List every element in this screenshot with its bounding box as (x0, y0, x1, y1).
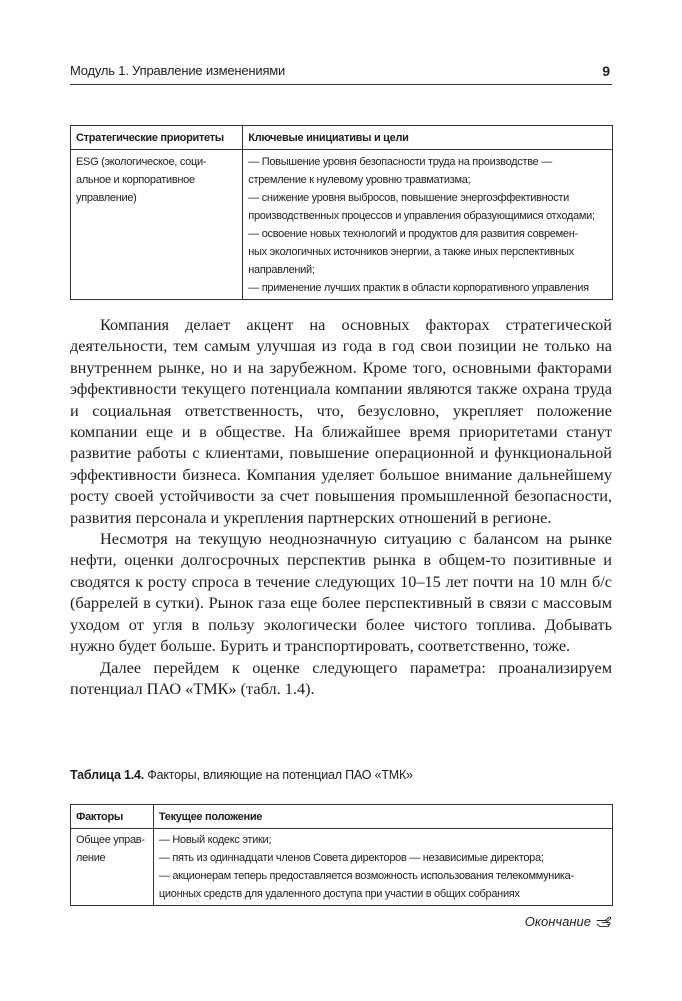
table-row (71, 150, 613, 300)
continuation-label: Окончание (524, 914, 591, 929)
cell-line: ESG (экологическое, соци- (76, 156, 207, 168)
body-text (70, 314, 612, 699)
cell-line: — снижение уровня выбросов, повышение энергоэффективности (248, 192, 569, 204)
column-header: Факторы (71, 805, 154, 829)
page-number: 9 (602, 63, 610, 79)
cell-line: альное и корпоративное (76, 174, 195, 186)
continuation-note (525, 914, 612, 929)
paragraph: Несмотря на текущую неоднозначную ситуацию с балансом на рынке нефти, оценки долгосрочных перспектив рынка в общем-то позитивные и сводятся к росту спроса в течение следующих 10–15 лет почти на 10 млн б/с (баррелей в сутки). Рынок газа еще более перспективный в связи с массовым уходом от угля в пользу экологически более чистого топлива. Добывать нужно будет больше. Бурить и транспортировать, соответственно, тоже. (70, 529, 612, 656)
paragraph: Далее перейдем к оценке следующего параметра: проанализируем потенциал ПАО «ТМК» (табл. 1.4). (70, 657, 612, 698)
cell-line: Общее управ- (76, 834, 145, 846)
pointing-hand-icon (596, 916, 612, 928)
cell-line: — Новый кодекс этики; (158, 834, 272, 846)
cell-line: ционных средств для удаленного доступа при участии в общих собраниях (158, 888, 520, 900)
column-header: Ключевые инициативы и цели (243, 126, 613, 150)
initiatives-cell (243, 150, 613, 300)
cell-line: направлений; (248, 264, 315, 276)
cell-line: ление (76, 852, 106, 864)
cell-line: управление) (76, 192, 137, 204)
table-caption (70, 768, 413, 782)
cell-line: — акционерам теперь предоставляется возможность использования телекоммуника- (158, 870, 574, 882)
paragraph: Компания делает акцент на основных факторах стратегической деятельности, тем самым улучшая из года в год свои позиции не только на внутреннем рынке, но и на зарубежном. Кроме того, основными факторами эффективности текущего потенциала компании являются также охрана труда и социальная ответственность, что, безусловно, укрепляет положение компании еще и в обществе. На ближайшее время приоритетами станут развитие работы с клиентами, повышение операционной и функциональной эффективности бизнеса. Компания уделяет большое внимание дальнейшему росту своей устойчивости за счет повышения промышленной безопасности, развития персонала и укрепления партнерских отношений в регионе. (70, 315, 612, 527)
running-title: Модуль 1. Управление изменениями (70, 63, 286, 78)
priority-cell (71, 150, 243, 300)
table-row (71, 829, 613, 906)
tmk-factors-table (70, 804, 613, 906)
table-header-row (71, 805, 613, 829)
cell-line: производственных процессов и управления образующимися отходами; (248, 210, 595, 222)
cell-line: — применение лучших практик в области корпоративного управления (248, 282, 589, 294)
state-cell (153, 829, 612, 906)
cell-line: — освоение новых технологий и продуктов для развития современ- (248, 228, 578, 240)
running-header (70, 63, 612, 85)
strategic-priorities-table (70, 125, 613, 300)
cell-line: — пять из одиннадцати членов Совета директоров — независимые директора; (158, 852, 544, 864)
cell-line: стремление к нулевому уровню травматизма; (248, 174, 471, 186)
column-header: Стратегические приоритеты (71, 126, 243, 150)
table-header-row (71, 126, 613, 150)
cell-line: — Повышение уровня безопасности труда на производстве — (248, 156, 552, 168)
table-caption-label: Таблица 1.4. (70, 768, 145, 782)
factor-cell (71, 829, 154, 906)
cell-line: ных экологичных источников энергии, а также иных перспективных (248, 246, 574, 258)
table-caption-text: Факторы, влияющие на потенциал ПАО «ТМК» (144, 768, 413, 782)
column-header: Текущее положение (153, 805, 612, 829)
